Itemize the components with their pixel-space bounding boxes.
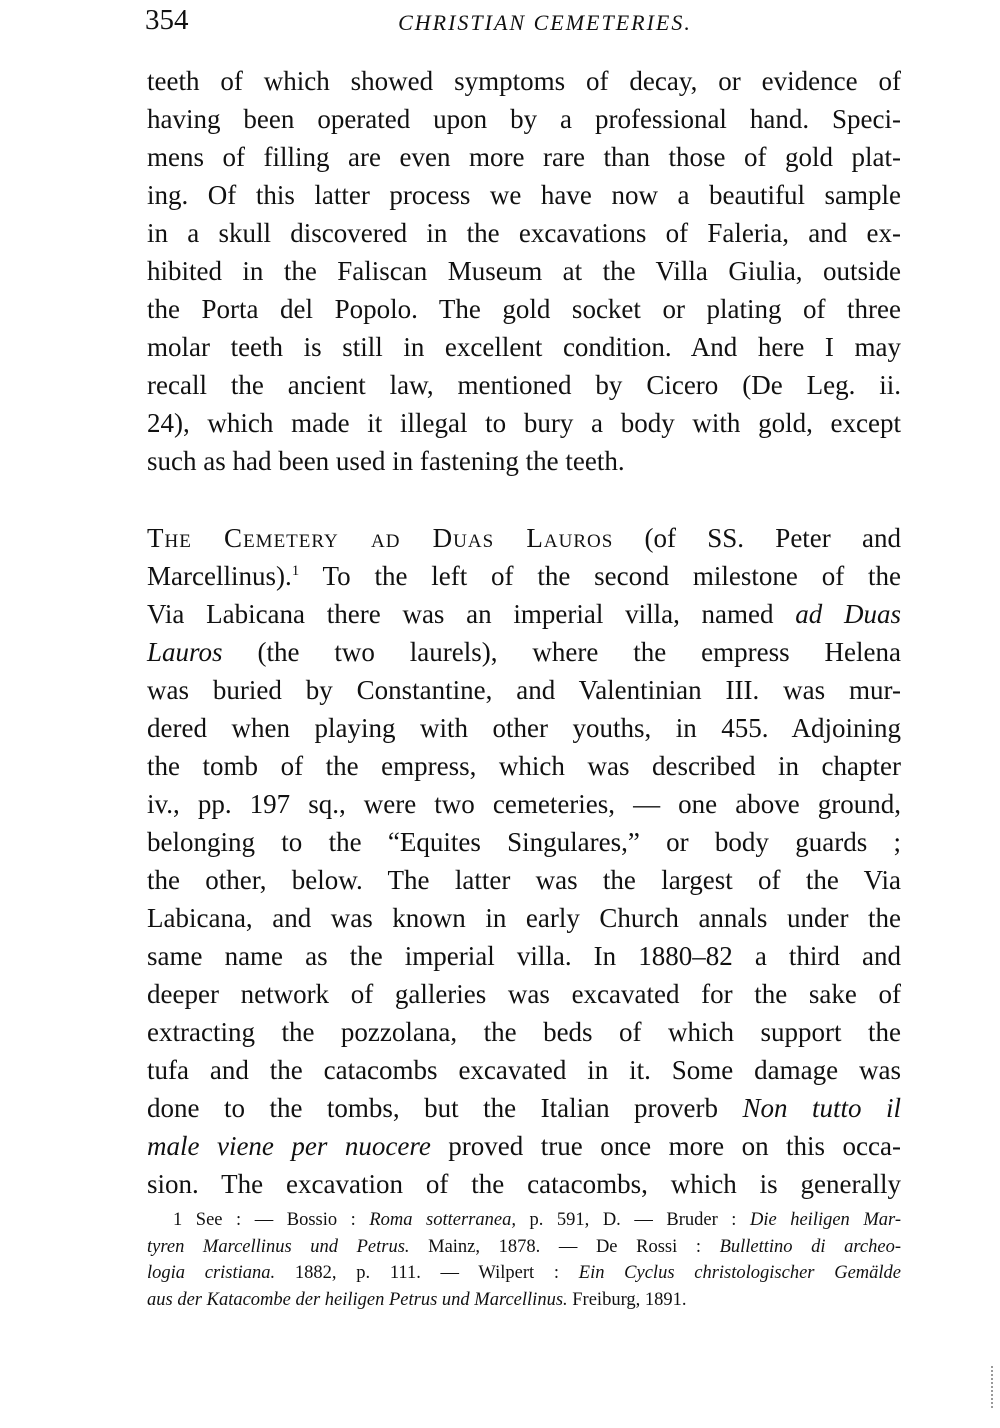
running-head: CHRISTIAN CEMETERIES.: [398, 10, 692, 35]
footnote-line: logia cristiana. 1882, p. 111. — Wilpert : Ein Cyclus christologischer Gemälde: [147, 1263, 901, 1283]
text-line: the other, below. The latter was the largest of the Via: [147, 865, 901, 895]
text-line: molar teeth is still in excellent condition. And here I may: [147, 332, 901, 362]
italic-phrase: male viene per nuocere: [147, 1131, 431, 1161]
text-line: in a skull discovered in the excavations of Faleria, and ex-: [147, 218, 901, 248]
text-line: belonging to the “Equites Singulares,” or body guards ;: [147, 827, 901, 857]
footnote-line: tyren Marcellinus und Petrus. Mainz, 1878. — De Rossi : Bullettino di archeo-: [147, 1236, 901, 1257]
paragraph-teeth: [147, 62, 901, 480]
text-line: ing. Of this latter process we have now a beautiful sample: [147, 180, 901, 210]
text-line: deeper network of galleries was excavated for the sake of: [147, 979, 901, 1009]
page-number: 354: [145, 4, 189, 36]
text-line: extracting the pozzolana, the beds of which support the: [147, 1017, 901, 1047]
text-line: iv., pp. 197 sq., were two cemeteries, — one above ground,: [147, 789, 901, 819]
text-line: such as had been used in fastening the teeth.: [147, 446, 625, 476]
italic-phrase: ad Duas: [795, 599, 901, 629]
text-line: The Cemetery ad Duas Lauros (of SS. Peter and: [147, 523, 901, 553]
page-header: [145, 4, 905, 44]
italic-phrase: Lauros: [147, 637, 223, 667]
text-line: sion. The excavation of the catacombs, which is generally: [147, 1169, 901, 1199]
text-line: hibited in the Faliscan Museum at the Villa Giulia, outside: [147, 256, 901, 286]
footnote-line: 1 See : — Bossio : Roma sotterranea, p. 591, D. — Bruder : Die heiligen Mar-: [173, 1210, 901, 1230]
text-line: tufa and the catacombs excavated in it. Some damage was: [147, 1055, 901, 1085]
text-line: the tomb of the empress, which was described in chapter: [147, 751, 901, 781]
text-line: Via Labicana there was an imperial villa, named ad Duas: [147, 599, 901, 629]
paragraph-cemetery-ad-duas-lauros: [147, 519, 901, 1203]
text-line: dered when playing with other youths, in 455. Adjoining: [147, 713, 901, 743]
text-line: male viene per nuocere proved true once more on this occa-: [147, 1131, 901, 1161]
footnote: [147, 1207, 901, 1313]
italic-phrase: Non tutto il: [742, 1093, 901, 1123]
text-line: same name as the imperial villa. In 1880–82 a third and: [147, 941, 901, 971]
text-line: Lauros (the two laurels), where the empress Helena: [147, 637, 901, 667]
text-line: recall the ancient law, mentioned by Cicero (De Leg. ii.: [147, 370, 901, 400]
text-line: was buried by Constantine, and Valentinian III. was mur-: [147, 675, 901, 705]
text-line: Marcellinus).$^1$ To the left of the second milestone of the: [147, 561, 901, 591]
text-line: the Porta del Popolo. The gold socket or plating of three: [147, 294, 901, 324]
text-line: teeth of which showed symptoms of decay, or evidence of: [147, 66, 901, 96]
section-heading: The Cemetery ad Duas Lauros: [147, 523, 614, 553]
text-line: having been operated upon by a professional hand. Speci-: [147, 104, 901, 134]
text-line: mens of filling are even more rare than those of gold plat-: [147, 142, 901, 172]
text-line: 24), which made it illegal to bury a body with gold, except: [147, 408, 901, 438]
footnote-marker: 1: [291, 563, 300, 579]
scan-edge-mark: [991, 1366, 993, 1408]
text-line: Labicana, and was known in early Church annals under the: [147, 903, 901, 933]
text-line: done to the tombs, but the Italian proverb Non tutto il: [147, 1093, 901, 1123]
footnote-line: aus der Katacombe der heiligen Petrus und Marcellinus. Freiburg, 1891.: [147, 1289, 687, 1310]
